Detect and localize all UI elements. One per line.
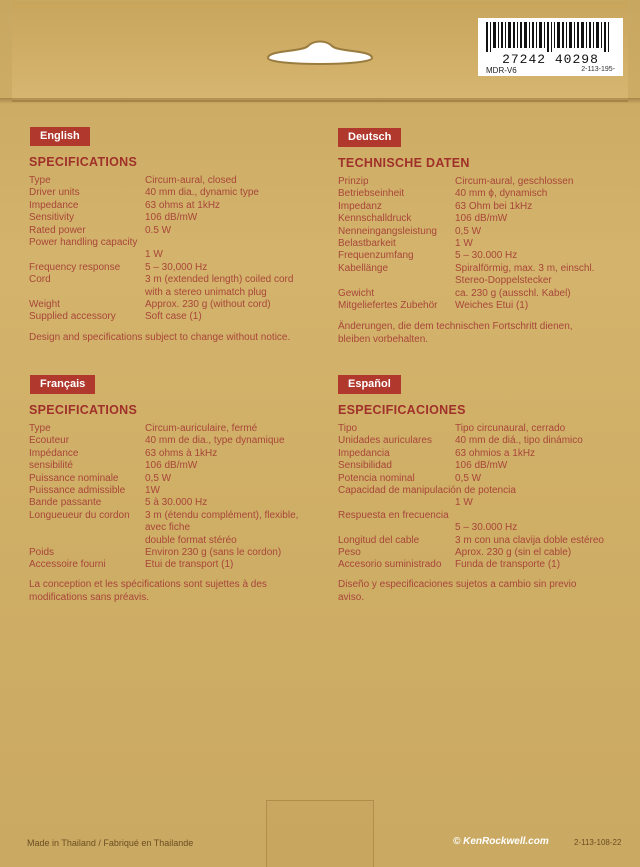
spec-value: Approx. 230 g (without cord): [145, 299, 271, 311]
spec-key: Frequency response: [29, 261, 121, 273]
spec-row: [29, 435, 329, 447]
spec-key: Accesorio suministrado: [338, 559, 442, 571]
spec-key: Potencia nominal: [338, 472, 415, 484]
note-espanol-line2: aviso.: [338, 592, 365, 603]
spec-key: [29, 287, 145, 299]
spec-row: [29, 423, 329, 435]
spec-value: 0,5 W: [455, 225, 482, 237]
spec-key: Capacidad de manipulación de potencia: [338, 485, 516, 497]
spec-value: 40 mm ϕ, dynamisch: [455, 188, 548, 200]
spec-value: 63 ohms à 1kHz: [145, 447, 218, 459]
spec-key: Poids: [29, 547, 55, 559]
spec-value: 1 W: [455, 497, 473, 509]
spec-key: [338, 497, 455, 509]
spec-key: Tipo: [338, 423, 358, 434]
note-francais: [29, 578, 329, 604]
spec-key: Mitgeliefertes Zubehör: [338, 300, 438, 312]
spec-value: 40 mm dia., dynamic type: [145, 187, 259, 199]
spec-key: Sensibilidad: [338, 460, 392, 472]
spec-value: Stereo-Doppelstecker: [455, 275, 552, 287]
spec-key: Longueueur du cordon: [29, 509, 130, 521]
spec-row: [29, 485, 329, 497]
spec-value: Circum-aural, geschlossen: [455, 176, 574, 187]
spec-key: Driver units: [29, 187, 80, 199]
spec-key: Kabellänge: [338, 262, 389, 274]
spec-value: [137, 237, 319, 249]
spec-row: [29, 559, 329, 571]
spec-key: Ecouteur: [29, 435, 70, 447]
spec-row: [338, 213, 628, 225]
spec-row: [338, 300, 628, 312]
spec-row: [338, 522, 628, 534]
spec-value: double format stéréo: [145, 534, 237, 546]
spec-value: 5 – 30.000 Hz: [455, 250, 518, 262]
spec-key: Rated power: [29, 224, 86, 236]
note-deutsch: [338, 320, 628, 346]
spec-row: [338, 423, 628, 435]
spec-key: Accessoire fourni: [29, 559, 106, 571]
spec-value: 0,5 W: [455, 472, 482, 484]
spec-value: [516, 485, 628, 497]
spec-key: Gewicht: [338, 287, 375, 299]
spec-value: Weiches Etui (1): [455, 300, 529, 312]
spec-key: [29, 535, 145, 547]
spec-value: Funda de transporte (1): [455, 559, 561, 571]
spec-row: [338, 188, 628, 200]
spec-key: Type: [29, 423, 51, 434]
spec-value: 1 W: [145, 249, 163, 261]
spec-row: [338, 448, 628, 460]
spec-key: sensibilité: [29, 460, 73, 472]
spec-value: 63 ohms at 1kHz: [145, 199, 221, 211]
spec-key: Bande passante: [29, 497, 102, 509]
spec-key: Type: [29, 175, 51, 186]
spec-key: Kennschalldruck: [338, 213, 412, 225]
spec-key: Puissance nominale: [29, 472, 119, 484]
made-in-label: Made in Thailand / Fabriqué en Thailande: [27, 838, 194, 848]
spec-value: 63 Ohm bei 1kHz: [455, 200, 533, 212]
spec-value: 106 dB/mW: [455, 213, 508, 225]
badge-english: English: [30, 127, 90, 146]
barcode-icon: [486, 22, 614, 52]
spec-row: [338, 250, 628, 262]
spec-row: [29, 299, 319, 311]
hanger-hole-icon: [262, 40, 378, 70]
spec-row: [338, 238, 628, 250]
spec-row: [29, 262, 319, 274]
spec-key: [338, 522, 455, 534]
spec-key: [29, 249, 145, 261]
spec-key: [29, 522, 145, 534]
spec-row: [29, 311, 319, 323]
spec-value: 1 W: [455, 238, 473, 250]
watermark: © KenRockwell.com: [453, 836, 549, 847]
title-deutsch: TECHNISCHE DATEN: [338, 156, 470, 170]
bottom-tab: [266, 800, 374, 867]
badge-francais: Français: [30, 375, 95, 394]
spec-row: [29, 535, 329, 547]
spec-key: Power handling capacity: [29, 237, 138, 249]
spec-row: [29, 200, 319, 212]
spec-row: [338, 226, 628, 238]
spec-key: Cord: [29, 274, 51, 286]
note-deutsch-line1: Änderungen, die dem technischen Fortschritt dienen,: [338, 321, 573, 332]
spec-value: 40 mm de dia., type dynamique: [145, 435, 285, 447]
spec-row: [29, 212, 319, 224]
spec-row: [338, 497, 628, 509]
spec-value: 106 dB/mW: [145, 212, 198, 224]
title-francais: SPECIFICATIONS: [29, 403, 138, 417]
spec-row: [29, 460, 329, 472]
spec-value: 106 dB/mW: [455, 460, 508, 472]
spec-row: [338, 485, 628, 497]
spec-row: [29, 175, 319, 187]
spec-key: Peso: [338, 547, 361, 559]
spec-value: ca. 230 g (ausschl. Kabel): [455, 287, 571, 299]
spec-value: 3 m (extended length) coiled cord: [145, 274, 294, 286]
spec-key: Frequenzumfang: [338, 250, 414, 262]
spec-key: Weight: [29, 299, 60, 311]
spec-value: avec fiche: [145, 522, 191, 534]
spec-row: [338, 460, 628, 472]
spec-value: Aprox. 230 g (sin el cable): [455, 547, 572, 559]
spec-value: 0,5 W: [145, 472, 172, 484]
spec-value: 1W: [145, 485, 160, 497]
note-deutsch-line2: bleiben vorbehalten.: [338, 334, 429, 345]
spec-row: [338, 288, 628, 300]
spec-value: 3 m con una clavija doble estéreo: [455, 534, 604, 546]
spec-value: 3 m (étendu complément), flexible,: [145, 509, 299, 521]
spec-row: [338, 473, 628, 485]
spec-row: [338, 263, 628, 275]
spec-value: Etui de transport (1): [145, 559, 234, 571]
spec-key: Betriebseinheit: [338, 188, 405, 200]
spec-value: 63 ohmios a 1kHz: [455, 447, 536, 459]
spec-row: [338, 510, 628, 522]
spec-row: [338, 535, 628, 547]
spec-key: Impedance: [29, 199, 79, 211]
spec-key: Impédance: [29, 447, 79, 459]
spec-list-english: [29, 175, 319, 324]
spec-value: 0.5 W: [145, 224, 172, 236]
spec-key: Impedancia: [338, 447, 390, 459]
spec-row: [29, 510, 329, 522]
note-francais-line2: modifications sans préavis.: [29, 592, 150, 603]
spec-key: Belastbarkeit: [338, 238, 396, 250]
spec-key: Impedanz: [338, 200, 382, 212]
product-code: 2-113-195-: [581, 66, 615, 73]
spec-value: Spiralförmig, max. 3 m, einschl.: [455, 262, 595, 274]
spec-row: [338, 559, 628, 571]
spec-row: [29, 497, 329, 509]
note-english: Design and specifications subject to change without notice.: [29, 332, 291, 343]
spec-value: Circum-auriculaire, fermé: [145, 423, 258, 434]
note-francais-line1: La conception et les spécifications sont sujettes à des: [29, 579, 267, 590]
spec-row: [29, 237, 319, 249]
note-espanol: [338, 578, 622, 604]
spec-key: Nenneingangsleistung: [338, 225, 437, 237]
spec-key: Puissance admissible: [29, 485, 126, 497]
spec-row: [338, 435, 628, 447]
spec-value: 40 mm de diá., tipo dinámico: [455, 435, 583, 447]
spec-row: [29, 187, 319, 199]
spec-key: Supplied accessory: [29, 311, 116, 323]
spec-row: [29, 249, 319, 261]
spec-row: [29, 473, 329, 485]
spec-value: 5 – 30.000 Hz: [455, 522, 518, 534]
title-espanol: ESPECIFICACIONES: [338, 403, 466, 417]
barcode-label: [478, 18, 623, 76]
spec-row: [338, 176, 628, 188]
spec-value: Soft case (1): [145, 311, 202, 323]
spec-row: [338, 201, 628, 213]
spec-value: 5 à 30.000 Hz: [145, 497, 208, 509]
spec-row: [29, 547, 329, 559]
spec-key: Sensitivity: [29, 212, 75, 224]
note-espanol-line1: Diseño y especificaciones sujetos a cambio sin previo: [338, 579, 577, 590]
fold-shadow: [0, 98, 640, 104]
title-english: SPECIFICATIONS: [29, 155, 138, 169]
spec-row: [338, 547, 628, 559]
print-code: 2-113-108-22: [574, 838, 622, 847]
spec-key: Longitud del cable: [338, 534, 420, 546]
barcode-number: 27242 40298: [502, 52, 599, 67]
spec-list-espanol: [338, 423, 628, 572]
spec-row: [338, 275, 628, 287]
spec-value: Tipo circunaural, cerrado: [455, 423, 566, 434]
spec-value: [449, 510, 628, 522]
spec-value: Circum-aural, closed: [145, 175, 237, 186]
model-number: MDR-V6: [486, 66, 517, 75]
spec-list-francais: [29, 423, 329, 572]
badge-espanol: Español: [338, 375, 401, 394]
spec-key: [338, 275, 455, 287]
spec-value: 106 dB/mW: [145, 460, 198, 472]
spec-row: [29, 522, 329, 534]
spec-row: [29, 225, 319, 237]
spec-value: 5 – 30,000 Hz: [145, 261, 208, 273]
spec-row: [29, 274, 319, 286]
spec-key: Unidades auriculares: [338, 435, 432, 447]
spec-value: with a stereo unimatch plug: [145, 286, 267, 298]
spec-list-deutsch: [338, 176, 628, 312]
spec-value: Environ 230 g (sans le cordon): [145, 547, 282, 559]
badge-deutsch: Deutsch: [338, 128, 401, 147]
spec-key: Respuesta en frecuencia: [338, 509, 449, 521]
spec-row: [29, 287, 319, 299]
spec-row: [29, 448, 329, 460]
spec-key: Prinzip: [338, 176, 369, 187]
